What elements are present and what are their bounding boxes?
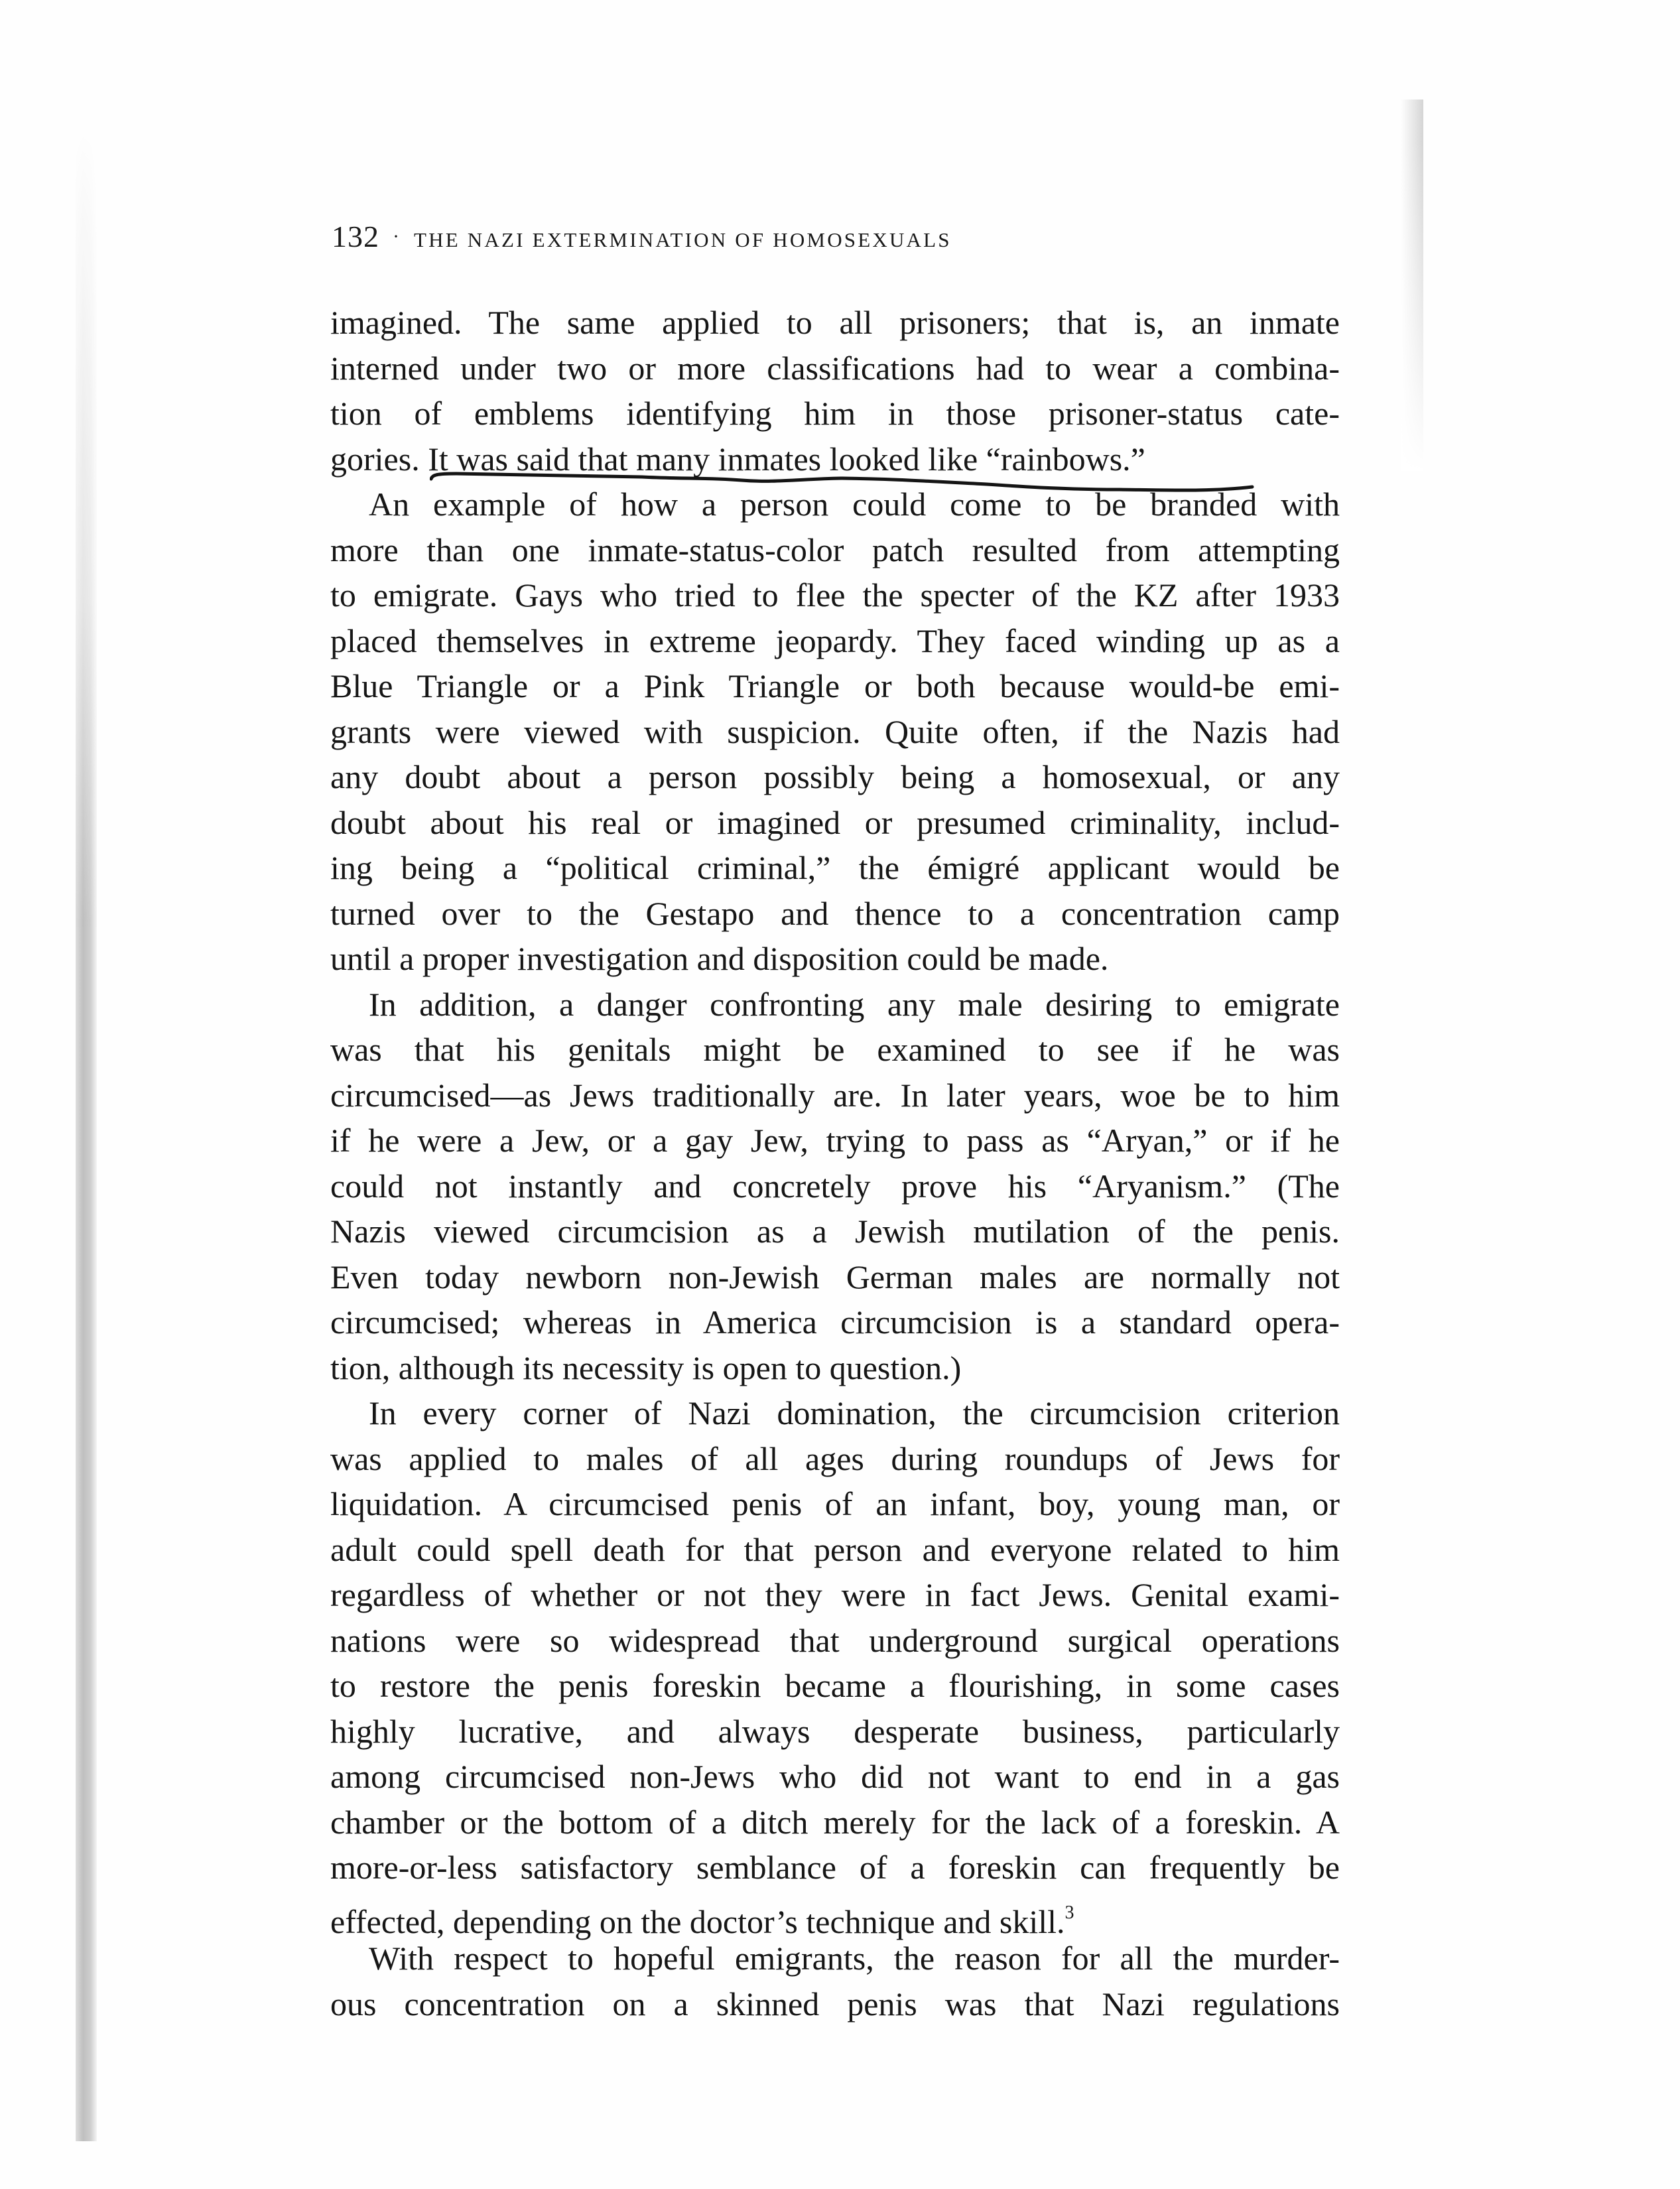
pen-underline-mark xyxy=(430,470,1259,496)
text-line: was applied to males of all ages during roundups of Jews for xyxy=(330,1439,1340,1477)
text-line: adult could spell death for that person and everyone related to him xyxy=(330,1530,1340,1568)
text-line-underlined: gories. It was said that many inmates looked like “rainbows.” xyxy=(330,440,1145,478)
text-line: ous concentration on a skinned penis was that Nazi regulations xyxy=(330,1985,1340,2023)
text-line: highly lucrative, and always desperate business, particularly xyxy=(330,1712,1340,1750)
running-head-title: THE NAZI EXTERMINATION OF HOMOSEXUALS xyxy=(414,228,952,251)
text-line: among circumcised non-Jews who did not want to end in a gas xyxy=(330,1758,1340,1795)
text-line: Even today newborn non-Jewish German males are normally not xyxy=(330,1258,1340,1295)
text-line: to emigrate. Gays who tried to flee the specter of the KZ after 1933 xyxy=(330,576,1340,614)
text-line: An example of how a person could come to be branded with xyxy=(369,486,1340,523)
paragraph xyxy=(330,1936,1340,2026)
text-line-content: effected, depending on the doctor’s technique and skill. xyxy=(330,1902,1065,1940)
text-line: circumcised; whereas in America circumcision is a standard opera- xyxy=(330,1303,1340,1341)
text-line: ing being a “political criminal,” the émigré applicant would be xyxy=(330,849,1340,886)
header-separator: · xyxy=(393,226,399,247)
text-line: chamber or the bottom of a ditch merely for the lack of a foreskin. A xyxy=(330,1803,1340,1841)
text-line: until a proper investigation and disposition could be made. xyxy=(330,940,1109,977)
text-line: regardless of whether or not they were in fact Jews. Genital exami- xyxy=(330,1576,1340,1613)
page-edge-shadow-right xyxy=(1401,100,1423,471)
text-line: Blue Triangle or a Pink Triangle or both because would-be emi- xyxy=(330,667,1340,704)
text-line: doubt about his real or imagined or presumed criminality, includ- xyxy=(330,803,1340,841)
text-line: tion, although its necessity is open to question.) xyxy=(330,1349,962,1386)
text-line: to restore the penis foreskin became a flourishing, in some cases xyxy=(330,1667,1340,1704)
footnote-reference[interactable]: 3 xyxy=(1065,1902,1074,1923)
text-line: could not instantly and concretely prove his “Aryanism.” (The xyxy=(330,1167,1340,1205)
text-line: In every corner of Nazi domination, the circumcision criterion xyxy=(369,1394,1340,1431)
text-line: liquidation. A circumcised penis of an infant, boy, young man, or xyxy=(330,1485,1340,1522)
text-line: Nazis viewed circumcision as a Jewish mutilation of the penis. xyxy=(330,1213,1340,1250)
text-line: tion of emblems identifying him in those prisoner-status cate- xyxy=(330,395,1340,432)
text-line: turned over to the Gestapo and thence to a concentration camp xyxy=(330,894,1340,932)
text-line: placed themselves in extreme jeopardy. They faced winding up as a xyxy=(330,622,1340,659)
binding-shadow-left xyxy=(76,113,97,2141)
paragraph xyxy=(330,482,1340,982)
text-line: circumcised—as Jews traditionally are. In later years, woe be to him xyxy=(330,1076,1340,1114)
text-line: nations were so widespread that underground surgical operations xyxy=(330,1621,1340,1659)
text-line: more than one inmate-status-color patch resulted from attempting xyxy=(330,531,1340,568)
text-line: With respect to hopeful emigrants, the reason for all the murder- xyxy=(369,1940,1340,1977)
running-head xyxy=(332,219,1340,253)
text-line: In addition, a danger confronting any male desiring to emigrate xyxy=(369,985,1340,1023)
text-line: was that his genitals might be examined to see if he was xyxy=(330,1031,1340,1068)
text-line: imagined. The same applied to all prisoners; that is, an inmate xyxy=(330,304,1340,341)
text-line: if he were a Jew, or a gay Jew, trying to pass as “Aryan,” or if he xyxy=(330,1122,1340,1159)
text-line: more-or-less satisfactory semblance of a foreskin can frequently be xyxy=(330,1849,1340,1886)
paragraph xyxy=(330,982,1340,1391)
text-line: interned under two or more classifications had to wear a combina- xyxy=(330,349,1340,387)
text-line-with-footnote xyxy=(330,1890,1340,1940)
text-line: grants were viewed with suspicion. Quite often, if the Nazis had xyxy=(330,712,1340,750)
page-number: 132 xyxy=(332,220,379,253)
body-text xyxy=(330,300,1340,2026)
paragraph xyxy=(330,1390,1340,1940)
text-line: any doubt about a person possibly being a homosexual, or any xyxy=(330,758,1340,795)
paragraph xyxy=(330,300,1340,482)
